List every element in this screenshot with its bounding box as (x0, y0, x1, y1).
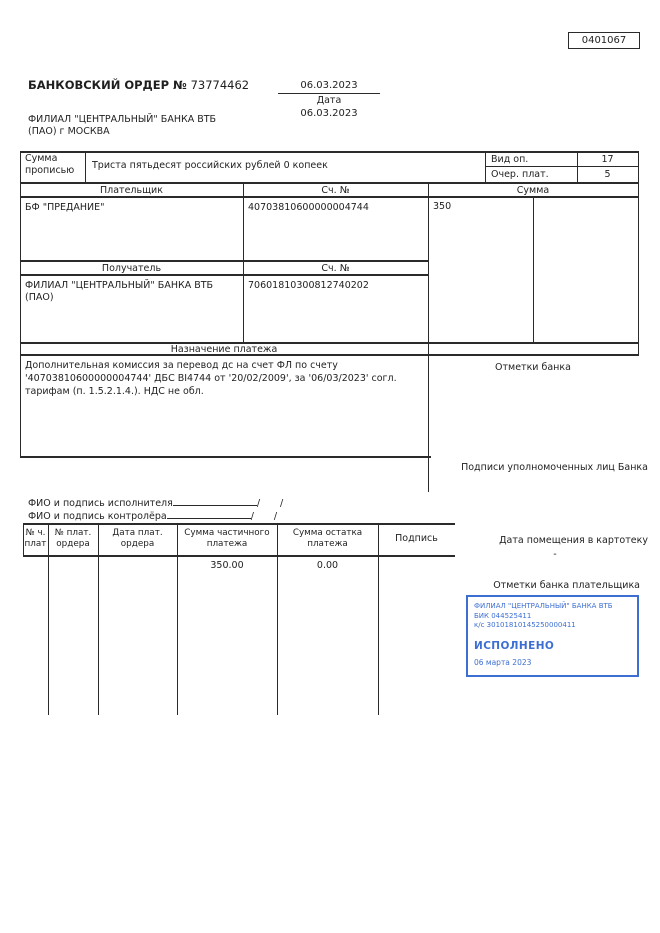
col-header-rest-sum: Сумма остатка платежа (292, 528, 363, 549)
table-line (243, 182, 244, 342)
payer-name: БФ "ПРЕДАНИЕ" (25, 202, 105, 213)
slash: / (280, 498, 284, 509)
amount-words-label-line2: прописью (25, 165, 75, 176)
date-value-bottom: 06.03.2023 (300, 108, 358, 119)
table-line (20, 182, 639, 184)
op-type-label: Вид оп. (491, 154, 529, 165)
table-line (20, 260, 428, 262)
payee-header: Получатель (101, 263, 162, 274)
order-number: 73774462 (190, 78, 250, 92)
card-file-dash: - (553, 549, 557, 560)
op-type-value: 17 (601, 154, 614, 165)
sum-header: Сумма (516, 185, 550, 196)
sum-value: 350 (433, 201, 452, 212)
table-line (23, 555, 455, 557)
signature-underline (173, 495, 257, 506)
stamp-bik: БИК 044525411 (474, 611, 532, 620)
table-line (85, 151, 86, 182)
stamp-status: ИСПОЛНЕНО (474, 639, 555, 652)
stamp-corr-account: к/с 30101810145250000411 (474, 621, 576, 630)
payer-bank-marks-label: Отметки банка плательщика (493, 580, 640, 591)
purpose-text-line2: '40703810600000004744' ДБС BI4744 от '20/02/2009', за '06/03/2023' согл. (25, 373, 397, 384)
table-line (48, 523, 49, 715)
table-line (177, 523, 178, 715)
document-title (28, 78, 249, 92)
table-line (98, 523, 99, 715)
title-label: БАНКОВСКИЙ ОРДЕР № (28, 78, 187, 92)
table-line (277, 523, 278, 715)
col-header-part-number: № ч. плат (24, 528, 47, 549)
payee-account: 70601810300812740202 (248, 280, 369, 291)
bank-signatures-label: Подписи уполномоченных лиц Банка (461, 462, 648, 473)
col-header-order-number: № плат. ордера (54, 528, 92, 549)
issuing-bank-line2: (ПАО) г МОСКВА (28, 126, 110, 137)
bank-execution-stamp (466, 595, 639, 677)
col-header-signature: Подпись (395, 533, 438, 544)
payee-name-line2: (ПАО) (25, 292, 54, 303)
form-code: 0401067 (581, 35, 627, 46)
table-line (428, 182, 429, 492)
controller-signature-line (28, 508, 277, 522)
bank-marks-label: Отметки банка (495, 362, 571, 373)
table-line (378, 523, 379, 715)
table-line (23, 523, 455, 525)
payee-name-line1: ФИЛИАЛ "ЦЕНТРАЛЬНЫЙ" БАНКА ВТБ (25, 280, 214, 291)
partial-sum-value: 350.00 (210, 560, 244, 571)
table-line (20, 456, 431, 458)
col-header-order-date: Дата плат. ордера (112, 528, 163, 549)
stamp-bank-name: ФИЛИАЛ "ЦЕНТРАЛЬНЫЙ" БАНКА ВТБ (474, 602, 613, 610)
payer-header: Плательщик (100, 185, 163, 196)
priority-value: 5 (604, 169, 611, 180)
table-line (20, 151, 21, 458)
priority-label: Очер. плат. (491, 169, 549, 180)
purpose-text-line3: тарифам (п. 1.5.2.1.4.). НДС не обл. (25, 386, 204, 397)
purpose-header: Назначение платежа (170, 344, 278, 355)
table-line (485, 166, 639, 167)
purpose-text-line1: Дополнительная комиссия за перевод дс на счет ФЛ по счету (25, 360, 338, 371)
table-line (485, 151, 486, 182)
form-code-box (568, 32, 640, 49)
stamp-date: 06 марта 2023 (474, 657, 532, 667)
payee-account-header: Сч. № (321, 263, 350, 274)
amount-words-value: Триста пятьдесят российских рублей 0 копеек (92, 160, 328, 171)
col-header-partial-sum: Сумма частичного платежа (184, 528, 270, 549)
amount-words-label-line1: Сумма (25, 153, 58, 164)
executor-signature-line (28, 495, 283, 509)
executor-label: ФИО и подпись исполнителя (28, 498, 173, 509)
rest-sum-value: 0.00 (316, 560, 339, 571)
slash: / (273, 511, 278, 522)
payer-account: 40703810600000004744 (248, 202, 369, 213)
slash: / (256, 498, 261, 509)
controller-label: ФИО и подпись контролёра (28, 511, 167, 522)
signature-underline (167, 508, 251, 519)
slash: / (250, 511, 254, 522)
issuing-bank-line1: ФИЛИАЛ "ЦЕНТРАЛЬНЫЙ" БАНКА ВТБ (28, 114, 217, 125)
card-file-date-label: Дата помещения в картотеку (499, 535, 648, 546)
date-value-top: 06.03.2023 (300, 80, 358, 91)
table-line (533, 196, 534, 342)
date-label: Дата (316, 95, 342, 106)
table-line (638, 151, 639, 356)
payer-account-header: Сч. № (321, 185, 350, 196)
table-line (20, 151, 639, 153)
